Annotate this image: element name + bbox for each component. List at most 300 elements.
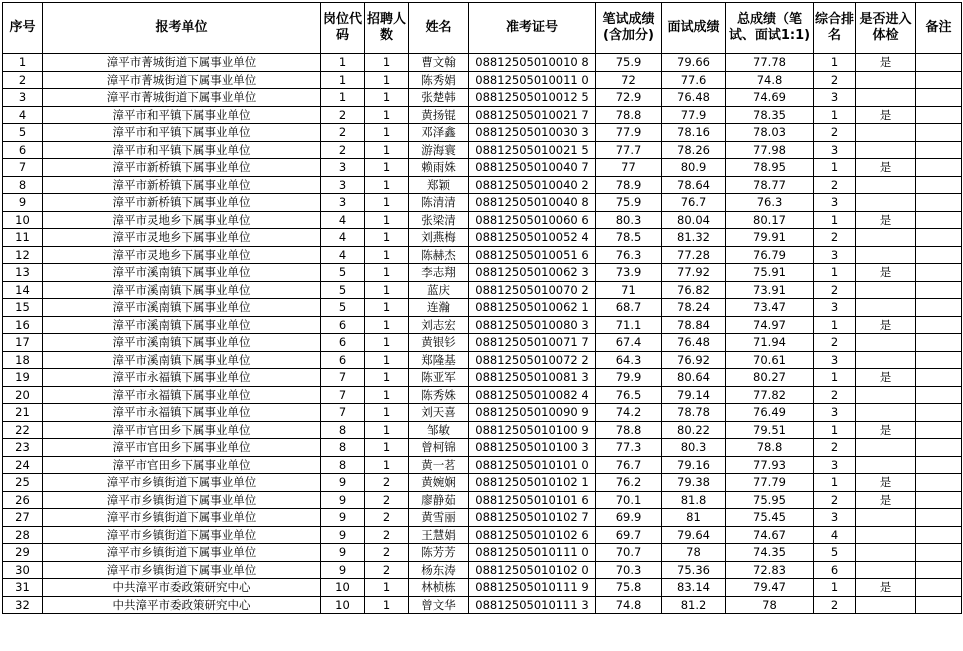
cell-physical — [856, 526, 916, 544]
table-row — [3, 474, 962, 492]
header-row — [3, 3, 962, 54]
cell-written: 70.3 — [596, 561, 662, 579]
cell-remark — [916, 596, 962, 614]
cell-name: 郑颖 — [409, 176, 469, 194]
cell-seq: 32 — [3, 596, 43, 614]
cell-physical — [856, 386, 916, 404]
cell-post-code: 4 — [321, 246, 365, 264]
cell-recruit: 2 — [365, 474, 409, 492]
cell-exam-no: 08812505010021 5 — [469, 141, 596, 159]
table-row — [3, 439, 962, 457]
cell-written: 77 — [596, 159, 662, 177]
cell-total: 79.51 — [726, 421, 814, 439]
header-interview: 面试成绩 — [662, 3, 726, 54]
cell-recruit: 1 — [365, 264, 409, 282]
cell-physical — [856, 229, 916, 247]
cell-post-code: 6 — [321, 316, 365, 334]
cell-rank: 1 — [814, 579, 856, 597]
cell-name: 陈清清 — [409, 194, 469, 212]
cell-physical — [856, 596, 916, 614]
cell-interview: 81.8 — [662, 491, 726, 509]
cell-exam-no: 08812505010040 2 — [469, 176, 596, 194]
cell-rank: 2 — [814, 281, 856, 299]
cell-post-code: 1 — [321, 89, 365, 107]
table-row — [3, 351, 962, 369]
cell-exam-no: 08812505010021 7 — [469, 106, 596, 124]
cell-written: 72 — [596, 71, 662, 89]
cell-interview: 80.9 — [662, 159, 726, 177]
cell-post-code: 5 — [321, 264, 365, 282]
cell-total: 77.82 — [726, 386, 814, 404]
cell-name: 陈秀姝 — [409, 386, 469, 404]
cell-recruit: 2 — [365, 526, 409, 544]
cell-seq: 19 — [3, 369, 43, 387]
cell-recruit: 1 — [365, 71, 409, 89]
cell-recruit: 2 — [365, 561, 409, 579]
table-row — [3, 386, 962, 404]
table-row — [3, 369, 962, 387]
cell-unit: 漳平市菁城街道下属事业单位 — [43, 71, 321, 89]
cell-recruit: 1 — [365, 351, 409, 369]
cell-written: 68.7 — [596, 299, 662, 317]
cell-interview: 78.16 — [662, 124, 726, 142]
cell-total: 77.98 — [726, 141, 814, 159]
cell-rank: 3 — [814, 246, 856, 264]
cell-seq: 31 — [3, 579, 43, 597]
cell-written: 75.8 — [596, 579, 662, 597]
cell-post-code: 10 — [321, 579, 365, 597]
table-row — [3, 264, 962, 282]
cell-name: 游海寰 — [409, 141, 469, 159]
cell-interview: 76.48 — [662, 89, 726, 107]
cell-physical: 是 — [856, 421, 916, 439]
cell-recruit: 1 — [365, 106, 409, 124]
cell-exam-no: 08812505010102 7 — [469, 509, 596, 527]
cell-interview: 79.16 — [662, 456, 726, 474]
cell-post-code: 6 — [321, 334, 365, 352]
cell-rank: 2 — [814, 71, 856, 89]
cell-total: 74.97 — [726, 316, 814, 334]
cell-seq: 1 — [3, 54, 43, 72]
cell-written: 71.1 — [596, 316, 662, 334]
cell-exam-no: 08812505010051 6 — [469, 246, 596, 264]
cell-recruit: 1 — [365, 194, 409, 212]
cell-interview: 78.24 — [662, 299, 726, 317]
cell-remark — [916, 351, 962, 369]
cell-physical: 是 — [856, 211, 916, 229]
cell-remark — [916, 89, 962, 107]
cell-recruit: 1 — [365, 159, 409, 177]
cell-unit: 漳平市乡镇街道下属事业单位 — [43, 561, 321, 579]
cell-unit: 漳平市永福镇下属事业单位 — [43, 369, 321, 387]
cell-rank: 1 — [814, 474, 856, 492]
cell-name: 刘志宏 — [409, 316, 469, 334]
cell-remark — [916, 229, 962, 247]
cell-seq: 26 — [3, 491, 43, 509]
header-rank: 综合排名 — [814, 3, 856, 54]
table-row — [3, 544, 962, 562]
cell-exam-no: 08812505010082 4 — [469, 386, 596, 404]
cell-written: 74.8 — [596, 596, 662, 614]
table-row — [3, 281, 962, 299]
cell-post-code: 2 — [321, 106, 365, 124]
cell-total: 78.35 — [726, 106, 814, 124]
cell-remark — [916, 194, 962, 212]
cell-exam-no: 08812505010071 7 — [469, 334, 596, 352]
cell-recruit: 1 — [365, 404, 409, 422]
cell-post-code: 2 — [321, 124, 365, 142]
cell-written: 78.8 — [596, 106, 662, 124]
cell-post-code: 8 — [321, 439, 365, 457]
cell-remark — [916, 124, 962, 142]
cell-total: 75.91 — [726, 264, 814, 282]
cell-unit: 漳平市官田乡下属事业单位 — [43, 421, 321, 439]
cell-seq: 30 — [3, 561, 43, 579]
cell-name: 郑隆基 — [409, 351, 469, 369]
cell-remark — [916, 334, 962, 352]
cell-exam-no: 08812505010062 1 — [469, 299, 596, 317]
cell-seq: 8 — [3, 176, 43, 194]
cell-post-code: 9 — [321, 474, 365, 492]
cell-exam-no: 08812505010100 3 — [469, 439, 596, 457]
cell-interview: 76.7 — [662, 194, 726, 212]
cell-rank: 2 — [814, 386, 856, 404]
cell-interview: 80.64 — [662, 369, 726, 387]
cell-post-code: 9 — [321, 491, 365, 509]
cell-physical — [856, 299, 916, 317]
cell-name: 林桢栋 — [409, 579, 469, 597]
cell-remark — [916, 526, 962, 544]
cell-physical: 是 — [856, 159, 916, 177]
cell-post-code: 3 — [321, 176, 365, 194]
header-physical: 是否进入体检 — [856, 3, 916, 54]
cell-name: 曾文华 — [409, 596, 469, 614]
cell-seq: 28 — [3, 526, 43, 544]
cell-remark — [916, 579, 962, 597]
cell-written: 78.8 — [596, 421, 662, 439]
cell-unit: 漳平市溪南镇下属事业单位 — [43, 281, 321, 299]
cell-rank: 1 — [814, 211, 856, 229]
cell-name: 黄一茗 — [409, 456, 469, 474]
cell-rank: 1 — [814, 54, 856, 72]
cell-exam-no: 08812505010111 3 — [469, 596, 596, 614]
cell-rank: 3 — [814, 194, 856, 212]
cell-total: 74.8 — [726, 71, 814, 89]
cell-rank: 2 — [814, 229, 856, 247]
cell-total: 80.27 — [726, 369, 814, 387]
cell-seq: 25 — [3, 474, 43, 492]
table-row — [3, 54, 962, 72]
cell-remark — [916, 386, 962, 404]
cell-remark — [916, 474, 962, 492]
cell-name: 黄银钐 — [409, 334, 469, 352]
cell-interview: 76.92 — [662, 351, 726, 369]
cell-interview: 80.3 — [662, 439, 726, 457]
cell-unit: 漳平市永福镇下属事业单位 — [43, 386, 321, 404]
cell-remark — [916, 491, 962, 509]
cell-written: 71 — [596, 281, 662, 299]
cell-post-code: 1 — [321, 71, 365, 89]
cell-remark — [916, 264, 962, 282]
cell-unit: 漳平市和平镇下属事业单位 — [43, 106, 321, 124]
header-unit: 报考单位 — [43, 3, 321, 54]
cell-exam-no: 08812505010040 7 — [469, 159, 596, 177]
cell-unit: 漳平市乡镇街道下属事业单位 — [43, 491, 321, 509]
table-row — [3, 596, 962, 614]
cell-unit: 漳平市溪南镇下属事业单位 — [43, 334, 321, 352]
table-row — [3, 509, 962, 527]
cell-seq: 3 — [3, 89, 43, 107]
cell-post-code: 9 — [321, 544, 365, 562]
cell-remark — [916, 246, 962, 264]
cell-total: 74.67 — [726, 526, 814, 544]
cell-total: 76.79 — [726, 246, 814, 264]
cell-exam-no: 08812505010030 3 — [469, 124, 596, 142]
cell-post-code: 3 — [321, 194, 365, 212]
cell-recruit: 1 — [365, 334, 409, 352]
cell-written: 75.9 — [596, 54, 662, 72]
cell-remark — [916, 509, 962, 527]
cell-exam-no: 08812505010081 3 — [469, 369, 596, 387]
cell-post-code: 3 — [321, 159, 365, 177]
table-row — [3, 159, 962, 177]
cell-recruit: 1 — [365, 299, 409, 317]
table-row — [3, 246, 962, 264]
header-exam-no: 准考证号 — [469, 3, 596, 54]
cell-rank: 1 — [814, 421, 856, 439]
cell-physical: 是 — [856, 106, 916, 124]
cell-name: 陈秀娟 — [409, 71, 469, 89]
cell-rank: 1 — [814, 369, 856, 387]
cell-recruit: 1 — [365, 141, 409, 159]
cell-recruit: 1 — [365, 421, 409, 439]
cell-name: 刘天喜 — [409, 404, 469, 422]
cell-interview: 80.22 — [662, 421, 726, 439]
cell-written: 70.1 — [596, 491, 662, 509]
cell-exam-no: 08812505010060 6 — [469, 211, 596, 229]
cell-physical: 是 — [856, 369, 916, 387]
cell-written: 76.7 — [596, 456, 662, 474]
cell-interview: 78.78 — [662, 404, 726, 422]
cell-recruit: 1 — [365, 281, 409, 299]
cell-seq: 6 — [3, 141, 43, 159]
cell-physical: 是 — [856, 54, 916, 72]
cell-rank: 2 — [814, 596, 856, 614]
cell-unit: 中共漳平市委政策研究中心 — [43, 596, 321, 614]
cell-physical — [856, 561, 916, 579]
cell-physical — [856, 439, 916, 457]
cell-exam-no: 08812505010040 8 — [469, 194, 596, 212]
cell-name: 李志翔 — [409, 264, 469, 282]
cell-recruit: 1 — [365, 439, 409, 457]
table-row — [3, 334, 962, 352]
cell-rank: 2 — [814, 124, 856, 142]
table-row — [3, 141, 962, 159]
cell-total: 75.45 — [726, 509, 814, 527]
cell-recruit: 1 — [365, 386, 409, 404]
cell-remark — [916, 544, 962, 562]
cell-post-code: 8 — [321, 421, 365, 439]
cell-interview: 77.6 — [662, 71, 726, 89]
header-remark: 备注 — [916, 3, 962, 54]
cell-physical — [856, 334, 916, 352]
cell-unit: 漳平市溪南镇下属事业单位 — [43, 351, 321, 369]
cell-remark — [916, 299, 962, 317]
cell-seq: 16 — [3, 316, 43, 334]
cell-post-code: 9 — [321, 509, 365, 527]
cell-seq: 15 — [3, 299, 43, 317]
cell-exam-no: 08812505010102 6 — [469, 526, 596, 544]
cell-physical: 是 — [856, 264, 916, 282]
cell-written: 80.3 — [596, 211, 662, 229]
cell-interview: 79.64 — [662, 526, 726, 544]
cell-physical — [856, 194, 916, 212]
cell-rank: 2 — [814, 334, 856, 352]
cell-name: 陈赫杰 — [409, 246, 469, 264]
cell-rank: 5 — [814, 544, 856, 562]
cell-interview: 78 — [662, 544, 726, 562]
cell-total: 80.17 — [726, 211, 814, 229]
cell-written: 69.7 — [596, 526, 662, 544]
cell-physical — [856, 176, 916, 194]
cell-unit: 漳平市溪南镇下属事业单位 — [43, 299, 321, 317]
table-row — [3, 299, 962, 317]
cell-recruit: 2 — [365, 491, 409, 509]
cell-seq: 24 — [3, 456, 43, 474]
cell-rank: 3 — [814, 89, 856, 107]
cell-recruit: 1 — [365, 211, 409, 229]
cell-name: 连瀚 — [409, 299, 469, 317]
cell-interview: 81.32 — [662, 229, 726, 247]
cell-exam-no: 08812505010070 2 — [469, 281, 596, 299]
cell-unit: 漳平市官田乡下属事业单位 — [43, 456, 321, 474]
cell-rank: 4 — [814, 526, 856, 544]
cell-unit: 漳平市新桥镇下属事业单位 — [43, 159, 321, 177]
header-post-code: 岗位代码 — [321, 3, 365, 54]
cell-unit: 漳平市乡镇街道下属事业单位 — [43, 509, 321, 527]
cell-seq: 4 — [3, 106, 43, 124]
cell-written: 76.3 — [596, 246, 662, 264]
cell-physical — [856, 281, 916, 299]
cell-written: 72.9 — [596, 89, 662, 107]
cell-recruit: 1 — [365, 229, 409, 247]
cell-total: 71.94 — [726, 334, 814, 352]
header-total: 总成绩（笔试、面试1:1) — [726, 3, 814, 54]
cell-total: 72.83 — [726, 561, 814, 579]
cell-total: 73.91 — [726, 281, 814, 299]
cell-post-code: 2 — [321, 141, 365, 159]
cell-total: 79.91 — [726, 229, 814, 247]
cell-recruit: 2 — [365, 509, 409, 527]
cell-interview: 77.92 — [662, 264, 726, 282]
cell-written: 76.5 — [596, 386, 662, 404]
cell-seq: 5 — [3, 124, 43, 142]
cell-recruit: 1 — [365, 369, 409, 387]
cell-interview: 78.84 — [662, 316, 726, 334]
cell-physical — [856, 124, 916, 142]
cell-unit: 漳平市乡镇街道下属事业单位 — [43, 526, 321, 544]
cell-physical: 是 — [856, 491, 916, 509]
cell-post-code: 7 — [321, 369, 365, 387]
cell-interview: 79.66 — [662, 54, 726, 72]
cell-seq: 11 — [3, 229, 43, 247]
cell-seq: 21 — [3, 404, 43, 422]
cell-seq: 10 — [3, 211, 43, 229]
cell-rank: 3 — [814, 141, 856, 159]
cell-post-code: 10 — [321, 596, 365, 614]
cell-written: 76.2 — [596, 474, 662, 492]
cell-seq: 18 — [3, 351, 43, 369]
cell-remark — [916, 561, 962, 579]
cell-post-code: 5 — [321, 299, 365, 317]
cell-remark — [916, 316, 962, 334]
cell-exam-no: 08812505010052 4 — [469, 229, 596, 247]
cell-recruit: 1 — [365, 176, 409, 194]
cell-total: 74.35 — [726, 544, 814, 562]
cell-post-code: 9 — [321, 526, 365, 544]
cell-physical — [856, 404, 916, 422]
cell-written: 64.3 — [596, 351, 662, 369]
cell-interview: 77.9 — [662, 106, 726, 124]
cell-remark — [916, 159, 962, 177]
cell-exam-no: 08812505010072 2 — [469, 351, 596, 369]
cell-exam-no: 08812505010011 0 — [469, 71, 596, 89]
cell-physical — [856, 246, 916, 264]
cell-remark — [916, 141, 962, 159]
cell-exam-no: 08812505010102 0 — [469, 561, 596, 579]
cell-seq: 2 — [3, 71, 43, 89]
cell-interview: 83.14 — [662, 579, 726, 597]
cell-seq: 17 — [3, 334, 43, 352]
cell-recruit: 1 — [365, 124, 409, 142]
table-row — [3, 316, 962, 334]
cell-exam-no: 08812505010111 0 — [469, 544, 596, 562]
cell-exam-no: 08812505010100 9 — [469, 421, 596, 439]
header-recruit: 招聘人数 — [365, 3, 409, 54]
table-row — [3, 229, 962, 247]
cell-name: 王慧娟 — [409, 526, 469, 544]
cell-unit: 漳平市官田乡下属事业单位 — [43, 439, 321, 457]
cell-rank: 2 — [814, 439, 856, 457]
cell-remark — [916, 211, 962, 229]
cell-total: 74.69 — [726, 89, 814, 107]
cell-interview: 80.04 — [662, 211, 726, 229]
cell-post-code: 7 — [321, 404, 365, 422]
cell-exam-no: 08812505010080 3 — [469, 316, 596, 334]
cell-name: 蓝庆 — [409, 281, 469, 299]
cell-physical — [856, 544, 916, 562]
table-row — [3, 194, 962, 212]
cell-name: 张梁清 — [409, 211, 469, 229]
cell-interview: 81.2 — [662, 596, 726, 614]
cell-unit: 漳平市乡镇街道下属事业单位 — [43, 544, 321, 562]
cell-recruit: 1 — [365, 316, 409, 334]
cell-total: 78.77 — [726, 176, 814, 194]
cell-remark — [916, 404, 962, 422]
cell-post-code: 4 — [321, 229, 365, 247]
cell-unit: 漳平市新桥镇下属事业单位 — [43, 194, 321, 212]
cell-name: 张楚韩 — [409, 89, 469, 107]
cell-written: 70.7 — [596, 544, 662, 562]
cell-physical — [856, 509, 916, 527]
cell-unit: 中共漳平市委政策研究中心 — [43, 579, 321, 597]
cell-remark — [916, 106, 962, 124]
cell-total: 70.61 — [726, 351, 814, 369]
cell-written: 75.9 — [596, 194, 662, 212]
cell-written: 73.9 — [596, 264, 662, 282]
table-row — [3, 456, 962, 474]
table-row — [3, 561, 962, 579]
